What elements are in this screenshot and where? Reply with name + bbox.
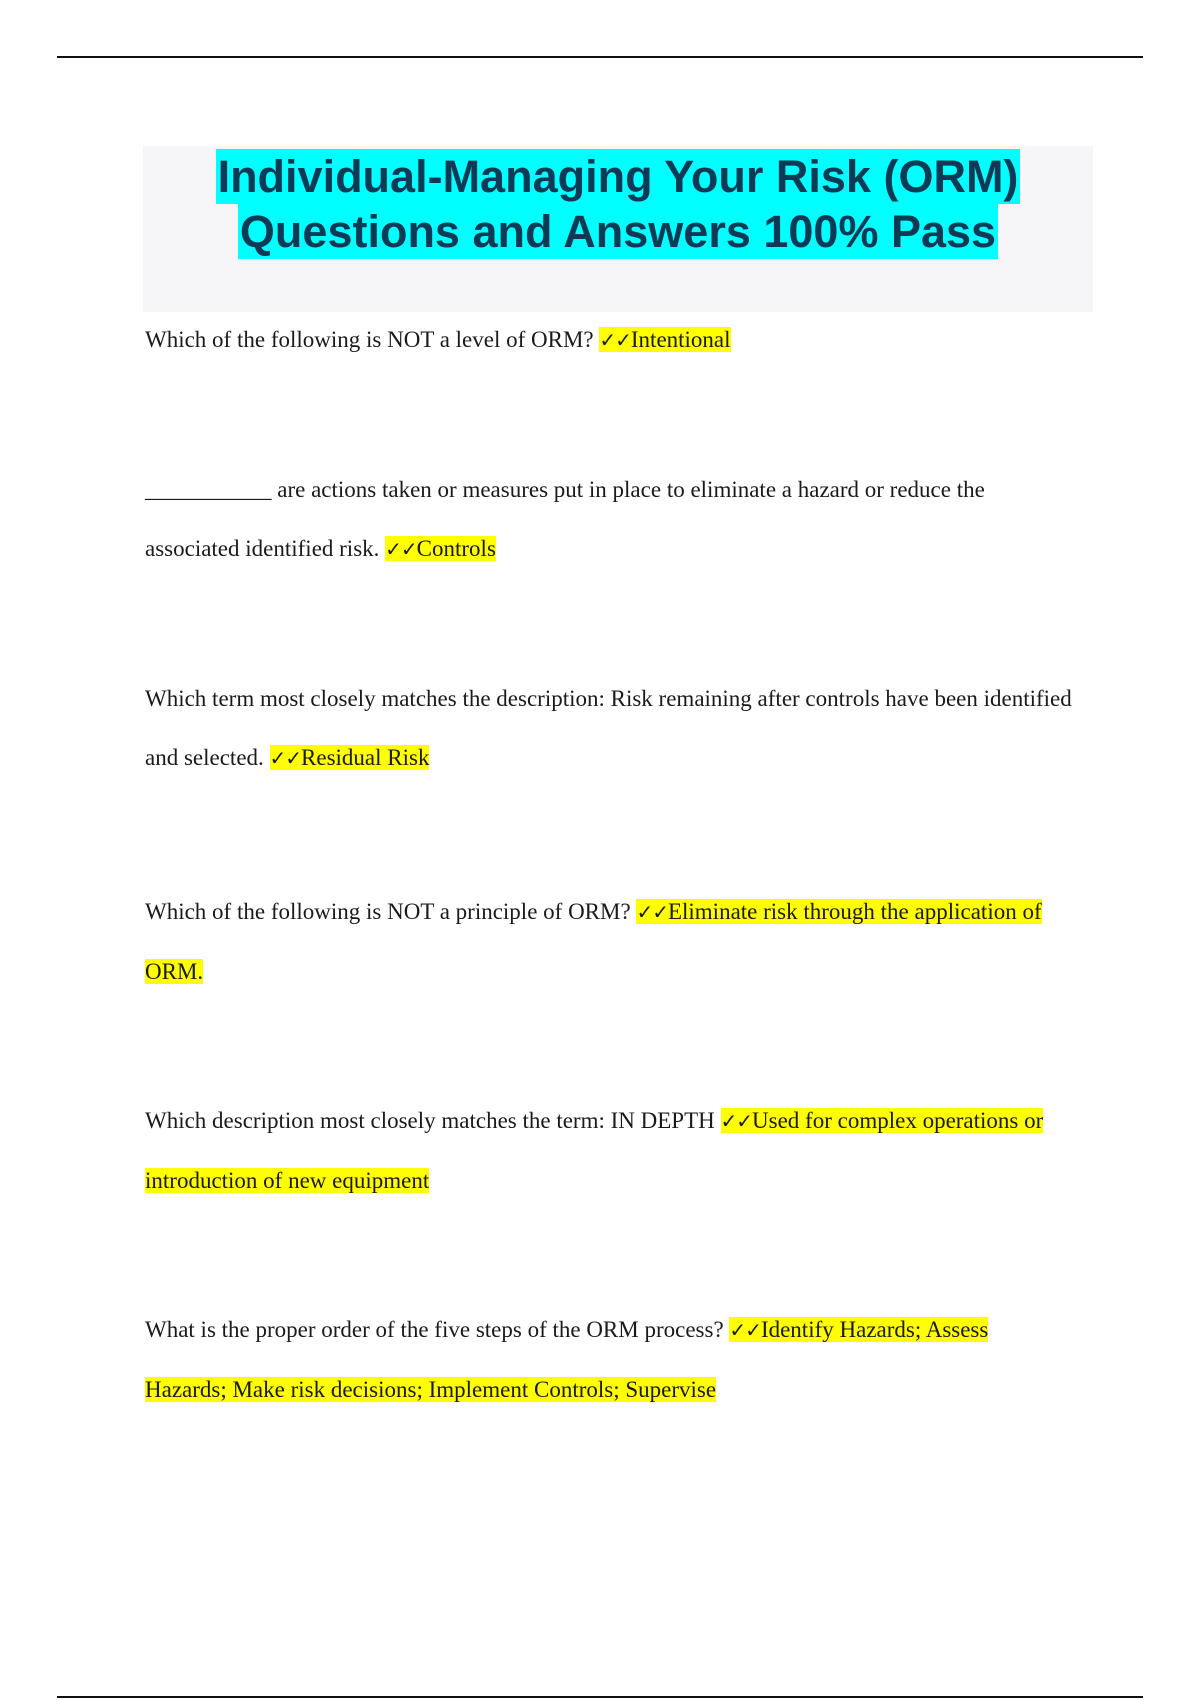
page-title-line-1: Individual-Managing Your Risk (ORM): [217, 151, 1019, 202]
double-check-icon: ✓✓: [729, 1318, 761, 1342]
answer-text: Controls: [416, 536, 496, 561]
answer-text: Residual Risk: [301, 745, 430, 770]
question-text: Which description most closely matches the term: IN DEPTH: [145, 1108, 721, 1133]
qa-item: [145, 882, 1075, 1001]
answer-highlight: [385, 536, 496, 561]
qa-item: [145, 460, 1075, 579]
title-block: [143, 146, 1093, 312]
qa-item: [145, 1091, 1075, 1210]
footer-rule: [57, 1696, 1143, 1698]
qa-list: [145, 310, 1075, 1419]
qa-item: [145, 669, 1075, 788]
double-check-icon: ✓✓: [599, 328, 631, 352]
double-check-icon: ✓✓: [269, 746, 302, 770]
double-check-icon: ✓✓: [636, 900, 668, 924]
question-text: What is the proper order of the five steps of the ORM process?: [145, 1317, 730, 1342]
page-title-line-2: Questions and Answers 100% Pass: [239, 206, 997, 257]
answer-highlight: [270, 745, 430, 770]
question-text: Which of the following is NOT a principle of ORM?: [145, 899, 637, 924]
question-text: ___________ are actions taken or measures put in place to eliminate a hazard or reduce the associated identified risk.: [145, 477, 985, 561]
answer-highlight: [599, 327, 730, 352]
qa-item: [145, 310, 1075, 370]
header-rule: [57, 56, 1143, 58]
question-text: Which of the following is NOT a level of ORM?: [145, 327, 600, 352]
answer-text: Identify Hazards; Assess Hazards; Make risk decisions; Implement Controls; Supervise: [145, 1317, 989, 1402]
answer-text: Used for complex operations or introduction of new equipment: [145, 1108, 1044, 1193]
answer-text: Eliminate risk through the application of ORM.: [145, 899, 1042, 984]
double-check-icon: ✓✓: [385, 537, 417, 561]
double-check-icon: ✓✓: [720, 1109, 753, 1133]
answer-text: Intentional: [630, 327, 731, 352]
question-text: Which term most closely matches the description: Risk remaining after controls have been identified and selected.: [145, 686, 1072, 770]
qa-item: [145, 1300, 1075, 1419]
